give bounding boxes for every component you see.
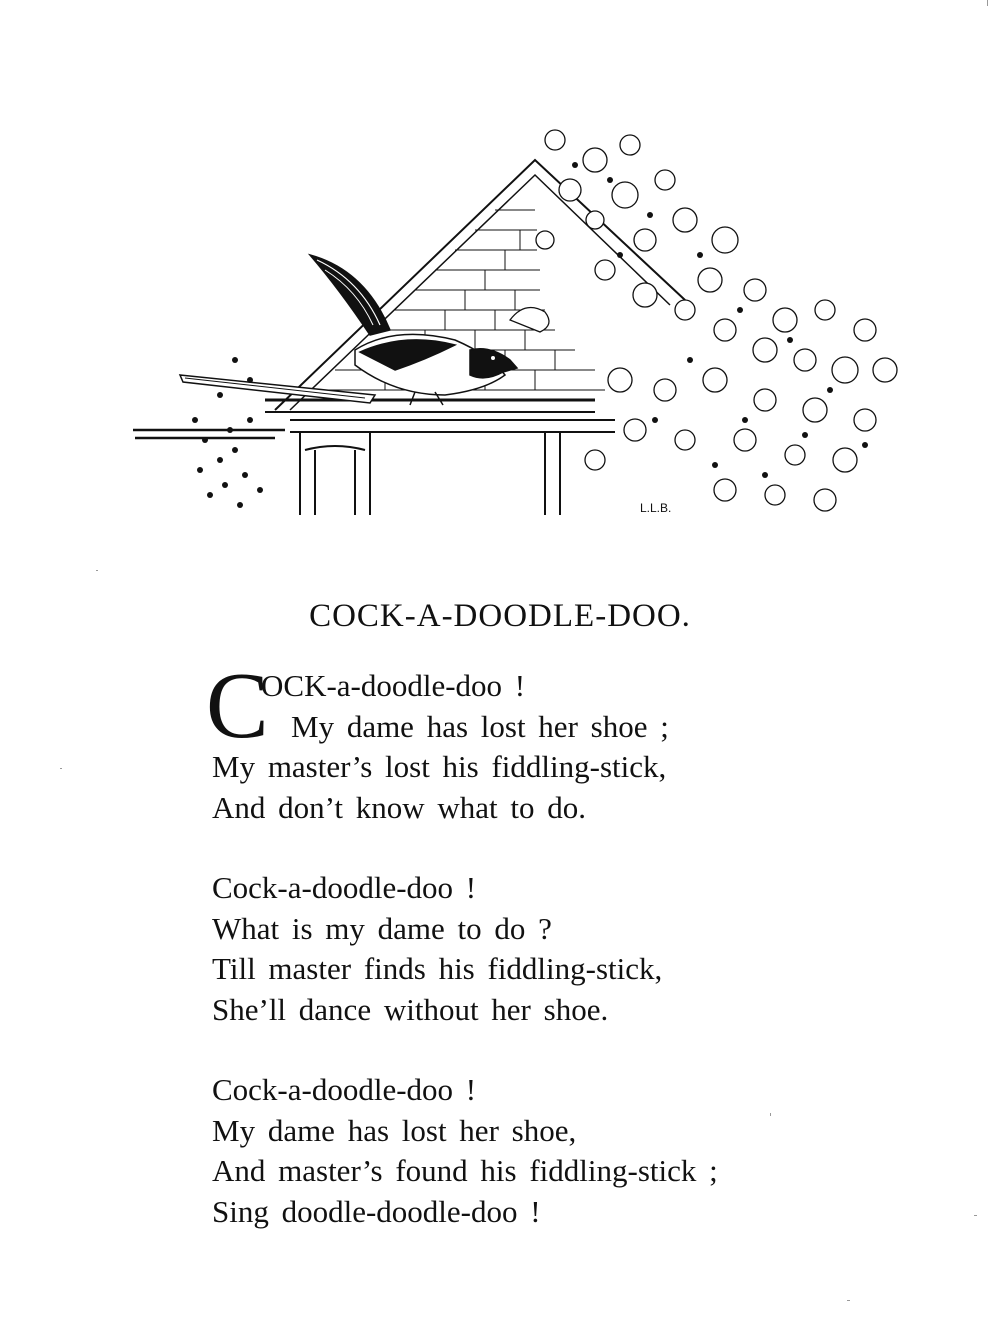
- print-mark: [60, 768, 62, 769]
- print-mark: [847, 1300, 850, 1301]
- poem-line: And don’t know what to do.: [212, 789, 587, 825]
- poem-line: My master’s lost his fiddling-stick,: [212, 749, 667, 784]
- poem-line: My dame has lost her shoe ;: [291, 708, 669, 744]
- artist-signature: L.L.B.: [640, 501, 672, 515]
- poem-line: She’ll dance without her shoe.: [212, 991, 609, 1027]
- poem-title: COCK-A-DOODLE-DOO.: [309, 598, 691, 634]
- poem-line: And master’s found his fiddling-stick ;: [212, 1153, 718, 1188]
- poem-line: OCK-a-doodle-doo !: [261, 668, 526, 703]
- print-mark: [96, 570, 98, 571]
- poem-line: What is my dame to do ?: [212, 910, 552, 946]
- poem-body: [206, 654, 912, 1229]
- climbing-roses: [510, 130, 897, 511]
- stanza-1: [206, 654, 912, 828]
- print-mark: [770, 1113, 771, 1116]
- stanza-3: [212, 1070, 718, 1232]
- column-left: [300, 432, 370, 515]
- poem-line: Sing doodle-doodle-doo !: [212, 1193, 541, 1229]
- column-right: [545, 432, 560, 515]
- drop-cap: C: [206, 654, 269, 758]
- stanza-2: [212, 868, 662, 1030]
- magpie-rooftop-illustration: [125, 120, 900, 520]
- poem-line: Cock-a-doodle-doo !: [212, 1072, 477, 1107]
- print-mark: [974, 1215, 977, 1216]
- poem-line: My dame has lost her shoe,: [212, 1112, 577, 1148]
- poem-line: Cock-a-doodle-doo !: [212, 870, 477, 905]
- poem-line: Till master finds his fiddling-stick,: [212, 951, 663, 986]
- cornice: [290, 420, 615, 432]
- print-mark: [987, 0, 988, 6]
